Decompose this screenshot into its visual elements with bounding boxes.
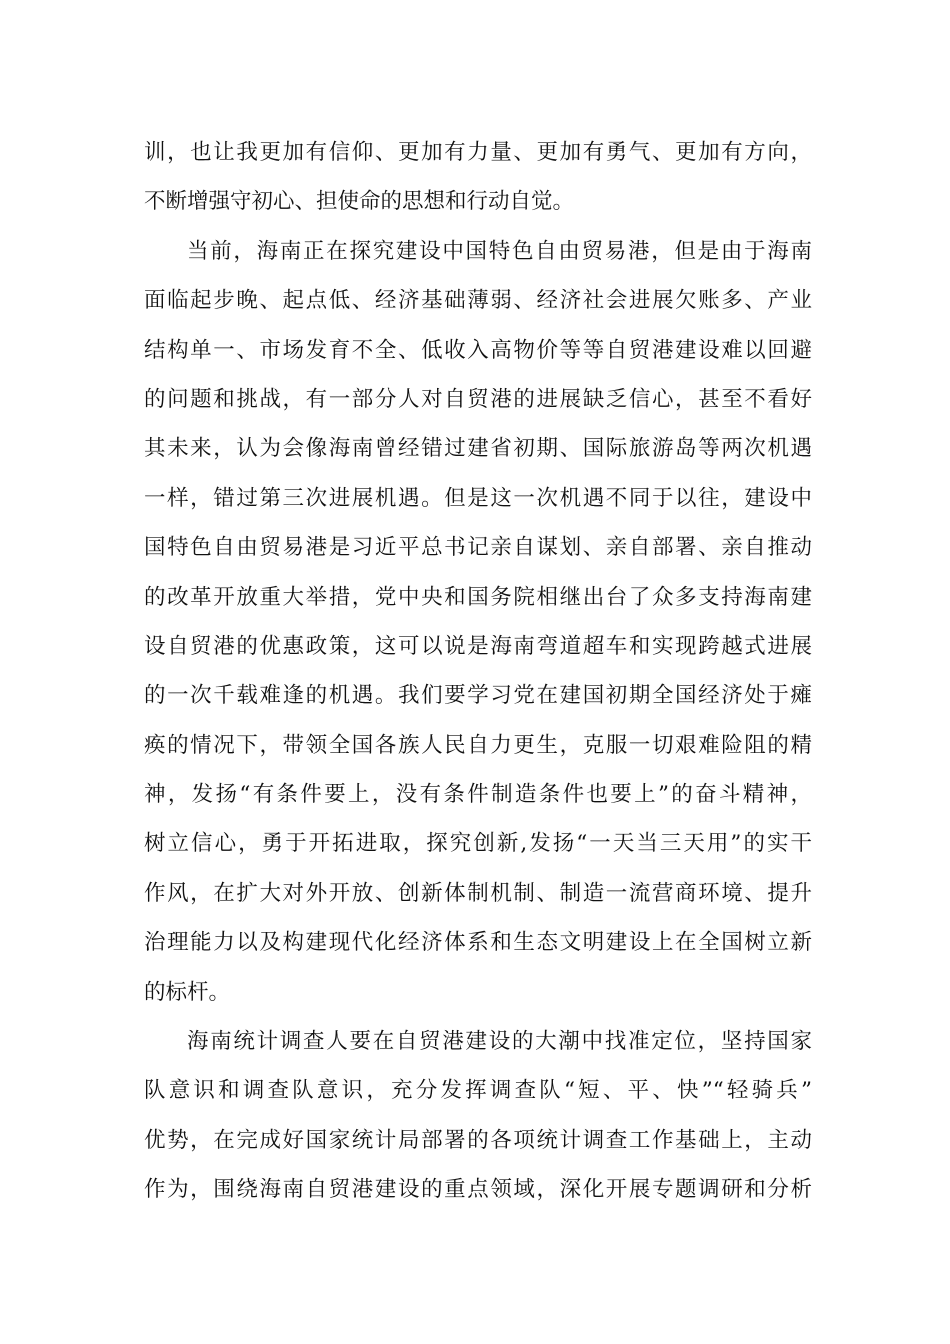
text-line: 神，发扬“有条件要上，没有条件制造条件也要上”的奋斗精神， [144,782,812,808]
text-line: 海南统计调查人要在自贸港建设的大潮中找准定位，坚持国家 [187,1029,812,1055]
text-line: 作为，围绕海南自贸港建设的重点领域，深化开展专题调研和分析 [144,1177,812,1203]
text-line: 治理能力以及构建现代化经济体系和生态文明建设上在全国树立新 [144,930,812,956]
body-text [144,128,812,1215]
text-line: 设自贸港的优惠政策，这可以说是海南弯道超车和实现跨越式进展 [144,633,812,659]
text-line: 一样，错过第三次进展机遇。但是这一次机遇不同于以往，建设中 [144,485,812,511]
text-line: 优势，在完成好国家统计局部署的各项统计调查工作基础上，主动 [144,1127,812,1153]
text-line: 痪的情况下，带领全国各族人民自力更生，克服一切艰难险阻的精 [144,732,812,758]
text-line: 树立信心，勇于开拓进取，探究创新,发扬“一天当三天用”的实干 [144,831,812,857]
text-line: 训，也让我更加有信仰、更加有力量、更加有勇气、更加有方向， [144,140,812,165]
text-line: 队意识和调查队意识，充分发挥调查队“短、平、快”“轻骑兵” [144,1078,812,1104]
text-line: 当前，海南正在探究建设中国特色自由贸易港，但是由于海南 [187,238,812,264]
text-line: 作风，在扩大对外开放、创新体制机制、制造一流营商环境、提升 [144,880,812,906]
text-line: 不断增强守初心、担使命的思想和行动自觉。 [144,189,575,215]
text-line: 的一次千载难逢的机遇。我们要学习党在建国初期全国经济处于瘫 [144,683,812,709]
text-line: 的改革开放重大举措，党中央和国务院相继出台了众多支持海南建 [144,584,812,610]
text-line: 国特色自由贸易港是习近平总书记亲自谋划、亲自部署、亲自推动 [144,535,812,561]
text-line: 的问题和挑战，有一部分人对自贸港的进展缺乏信心，甚至不看好 [144,386,812,412]
text-line: 的标杆。 [144,979,231,1005]
text-line: 其未来，认为会像海南曾经错过建省初期、国际旅游岛等两次机遇 [144,436,812,462]
text-line: 结构单一、市场发育不全、低收入高物价等等自贸港建设难以回避 [144,337,812,363]
text-line: 面临起步晚、起点低、经济基础薄弱、经济社会进展欠账多、产业 [144,288,812,314]
